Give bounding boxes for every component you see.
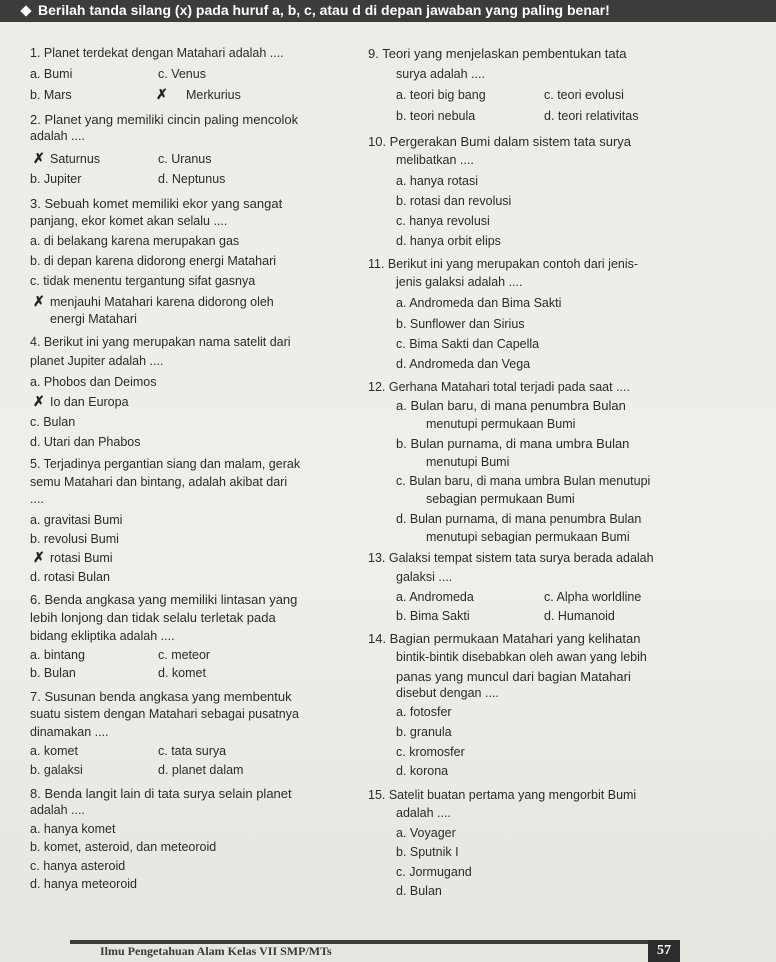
question-14-stem-cont2: panas yang muncul dari bagian Matahari [396, 669, 631, 684]
q14-option-b[interactable]: b. granula [396, 725, 452, 739]
q11-option-b[interactable]: b. Sunflower dan Sirius [396, 317, 525, 331]
q11-option-a[interactable]: a. Andromeda dan Bima Sakti [396, 296, 562, 310]
question-3-stem-cont: panjang, ekor komet akan selalu .... [30, 214, 228, 228]
question-8-stem: 8. Benda langit lain di tata surya selain planet [30, 786, 292, 801]
q12-option-a[interactable]: a. Bulan baru, di mana penumbra Bulan [396, 398, 626, 413]
diamond-bullet-icon [20, 5, 31, 16]
q15-option-c[interactable]: c. Jormugand [396, 865, 472, 879]
question-6-stem: 6. Benda angkasa yang memiliki lintasan yang [30, 592, 298, 607]
q7-option-b[interactable]: b. galaksi [30, 763, 83, 777]
q5-option-c[interactable]: rotasi Bumi [50, 551, 113, 565]
book-title: Ilmu Pengetahuan Alam Kelas VII SMP/MTs [100, 944, 332, 958]
q2-option-d[interactable]: d. Neptunus [158, 172, 226, 186]
question-14-stem-cont3: disebut dengan .... [396, 686, 499, 700]
q12-option-a-cont: menutupi permukaan Bumi [426, 417, 576, 431]
q5-option-a[interactable]: a. gravitasi Bumi [30, 513, 123, 527]
question-8-stem-cont: adalah .... [30, 803, 85, 817]
instruction-header [0, 0, 776, 22]
question-4-stem: 4. Berikut ini yang merupakan nama satelit dari [30, 335, 291, 349]
q4-option-c[interactable]: c. Bulan [30, 415, 76, 429]
q12-option-d[interactable]: d. Bulan purnama, di mana penumbra Bulan [396, 512, 642, 526]
question-7-stem-cont2: dinamakan .... [30, 725, 109, 739]
q14-option-a[interactable]: a. fotosfer [396, 705, 452, 719]
q10-option-a[interactable]: a. hanya rotasi [396, 174, 478, 188]
q3-option-a[interactable]: a. di belakang karena merupakan gas [30, 234, 240, 248]
question-7-stem-cont: suatu sistem dengan Matahari sebagai pusatnya [30, 707, 299, 721]
q12-option-b-cont: menutupi Bumi [426, 455, 510, 469]
cross-mark-icon: ✗ [33, 393, 45, 409]
q9-option-b[interactable]: b. teori nebula [396, 109, 476, 123]
q1-option-a[interactable]: a. Bumi [30, 67, 73, 81]
q12-option-d-cont: menutupi sebagian permukaan Bumi [426, 530, 630, 544]
q8-option-b[interactable]: b. komet, asteroid, dan meteoroid [30, 840, 217, 854]
q13-option-d[interactable]: d. Humanoid [544, 609, 615, 623]
q11-option-d[interactable]: d. Andromeda dan Vega [396, 357, 531, 371]
q7-option-a[interactable]: a. komet [30, 744, 78, 758]
q14-option-d[interactable]: d. korona [396, 764, 449, 778]
q2-option-c[interactable]: c. Uranus [158, 152, 212, 166]
q3-option-b[interactable]: b. di depan karena didorong energi Matahari [30, 254, 277, 268]
page-number: 57 [648, 940, 680, 962]
question-7-stem: 7. Susunan benda angkasa yang membentuk [30, 689, 292, 704]
instruction-text: Berilah tanda silang (x) pada huruf a, b, c, atau d di depan jawaban yang paling benar! [38, 2, 610, 18]
q6-option-a[interactable]: a. bintang [30, 648, 85, 662]
cross-mark-icon: ✗ [156, 86, 168, 102]
question-9-stem: 9. Teori yang menjelaskan pembentukan tata [368, 46, 627, 61]
q15-option-d[interactable]: d. Bulan [396, 884, 442, 898]
q3-option-d[interactable]: menjauhi Matahari karena didorong oleh [50, 295, 274, 309]
q4-option-a[interactable]: a. Phobos dan Deimos [30, 375, 157, 389]
q12-option-c-cont: sebagian permukaan Bumi [426, 492, 575, 506]
question-10-stem: 10. Pergerakan Bumi dalam sistem tata surya [368, 134, 632, 149]
q13-option-c[interactable]: c. Alpha worldline [544, 590, 642, 604]
q1-option-c[interactable]: c. Venus [158, 67, 206, 81]
q3-option-d-cont: energi Matahari [50, 312, 137, 326]
question-6-stem-cont2: bidang ekliptika adalah .... [30, 629, 175, 643]
q12-option-c[interactable]: c. Bulan baru, di mana umbra Bulan menutupi [396, 474, 651, 488]
q4-option-b[interactable]: Io dan Europa [50, 395, 129, 409]
question-5-stem: 5. Terjadinya pergantian siang dan malam, gerak [30, 457, 301, 471]
question-12-stem: 12. Gerhana Matahari total terjadi pada saat .... [368, 380, 630, 394]
q7-option-d[interactable]: d. planet dalam [158, 763, 244, 777]
question-14-stem-cont: bintik-bintik disebabkan oleh awan yang lebih [396, 650, 647, 664]
question-4-stem-cont: planet Jupiter adalah .... [30, 354, 164, 368]
question-5-stem-cont: semu Matahari dan bintang, adalah akibat dari [30, 475, 288, 489]
q10-option-b[interactable]: b. rotasi dan revolusi [396, 194, 512, 208]
q6-option-b[interactable]: b. Bulan [30, 666, 76, 680]
q1-option-b[interactable]: b. Mars [30, 88, 72, 102]
q8-option-c[interactable]: c. hanya asteroid [30, 859, 126, 873]
q1-option-d[interactable]: Merkurius [186, 88, 241, 102]
question-11-stem-cont: jenis galaksi adalah .... [396, 275, 523, 289]
question-2-stem: 2. Planet yang memiliki cincin paling mencolok [30, 112, 299, 127]
q15-option-a[interactable]: a. Voyager [396, 826, 456, 840]
question-11-stem: 11. Berikut ini yang merupakan contoh dari jenis- [368, 257, 639, 271]
q11-option-c[interactable]: c. Bima Sakti dan Capella [396, 337, 540, 351]
q10-option-d[interactable]: d. hanya orbit elips [396, 234, 501, 248]
q13-option-b[interactable]: b. Bima Sakti [396, 609, 470, 623]
q5-option-b[interactable]: b. revolusi Bumi [30, 532, 119, 546]
question-10-stem-cont: melibatkan .... [396, 153, 474, 167]
q12-option-b[interactable]: b. Bulan purnama, di mana umbra Bulan [396, 436, 630, 451]
cross-mark-icon: ✗ [33, 549, 45, 565]
q9-option-c[interactable]: c. teori evolusi [544, 88, 624, 102]
q6-option-c[interactable]: c. meteor [158, 648, 211, 662]
question-15-stem-cont: adalah .... [396, 806, 451, 820]
question-2-stem-cont: adalah .... [30, 129, 85, 143]
q2-option-a[interactable]: Saturnus [50, 152, 101, 166]
q8-option-d[interactable]: d. hanya meteoroid [30, 877, 138, 891]
q15-option-b[interactable]: b. Sputnik I [396, 845, 459, 859]
question-15-stem: 15. Satelit buatan pertama yang mengorbit Bumi [368, 788, 637, 802]
q3-option-c[interactable]: c. tidak menentu tergantung sifat gasnya [30, 274, 256, 288]
question-5-stem-ellipsis: .... [30, 492, 44, 506]
q9-option-a[interactable]: a. teori big bang [396, 88, 486, 102]
question-13-stem: 13. Galaksi tempat sistem tata surya berada adalah [368, 551, 654, 565]
question-9-stem-cont: surya adalah .... [396, 67, 485, 81]
question-14-stem: 14. Bagian permukaan Matahari yang kelihatan [368, 631, 641, 646]
cross-mark-icon: ✗ [33, 293, 45, 309]
cross-mark-icon: ✗ [33, 150, 45, 166]
q9-option-d[interactable]: d. teori relativitas [544, 109, 639, 123]
q6-option-d[interactable]: d. komet [158, 666, 206, 680]
question-6-stem-cont: lebih lonjong dan tidak selalu terletak pada [30, 610, 276, 625]
q8-option-a[interactable]: a. hanya komet [30, 822, 116, 836]
q13-option-a[interactable]: a. Andromeda [396, 590, 474, 604]
q10-option-c[interactable]: c. hanya revolusi [396, 214, 490, 228]
q5-option-d[interactable]: d. rotasi Bulan [30, 570, 110, 584]
q4-option-d[interactable]: d. Utari dan Phabos [30, 435, 141, 449]
q7-option-c[interactable]: c. tata surya [158, 744, 227, 758]
q14-option-c[interactable]: c. kromosfer [396, 745, 465, 759]
question-3-stem: 3. Sebuah komet memiliki ekor yang sangat [30, 196, 283, 211]
question-1-stem: 1. Planet terdekat dengan Matahari adalah .... [30, 46, 284, 60]
q2-option-b[interactable]: b. Jupiter [30, 172, 82, 186]
question-13-stem-cont: galaksi .... [396, 570, 453, 584]
